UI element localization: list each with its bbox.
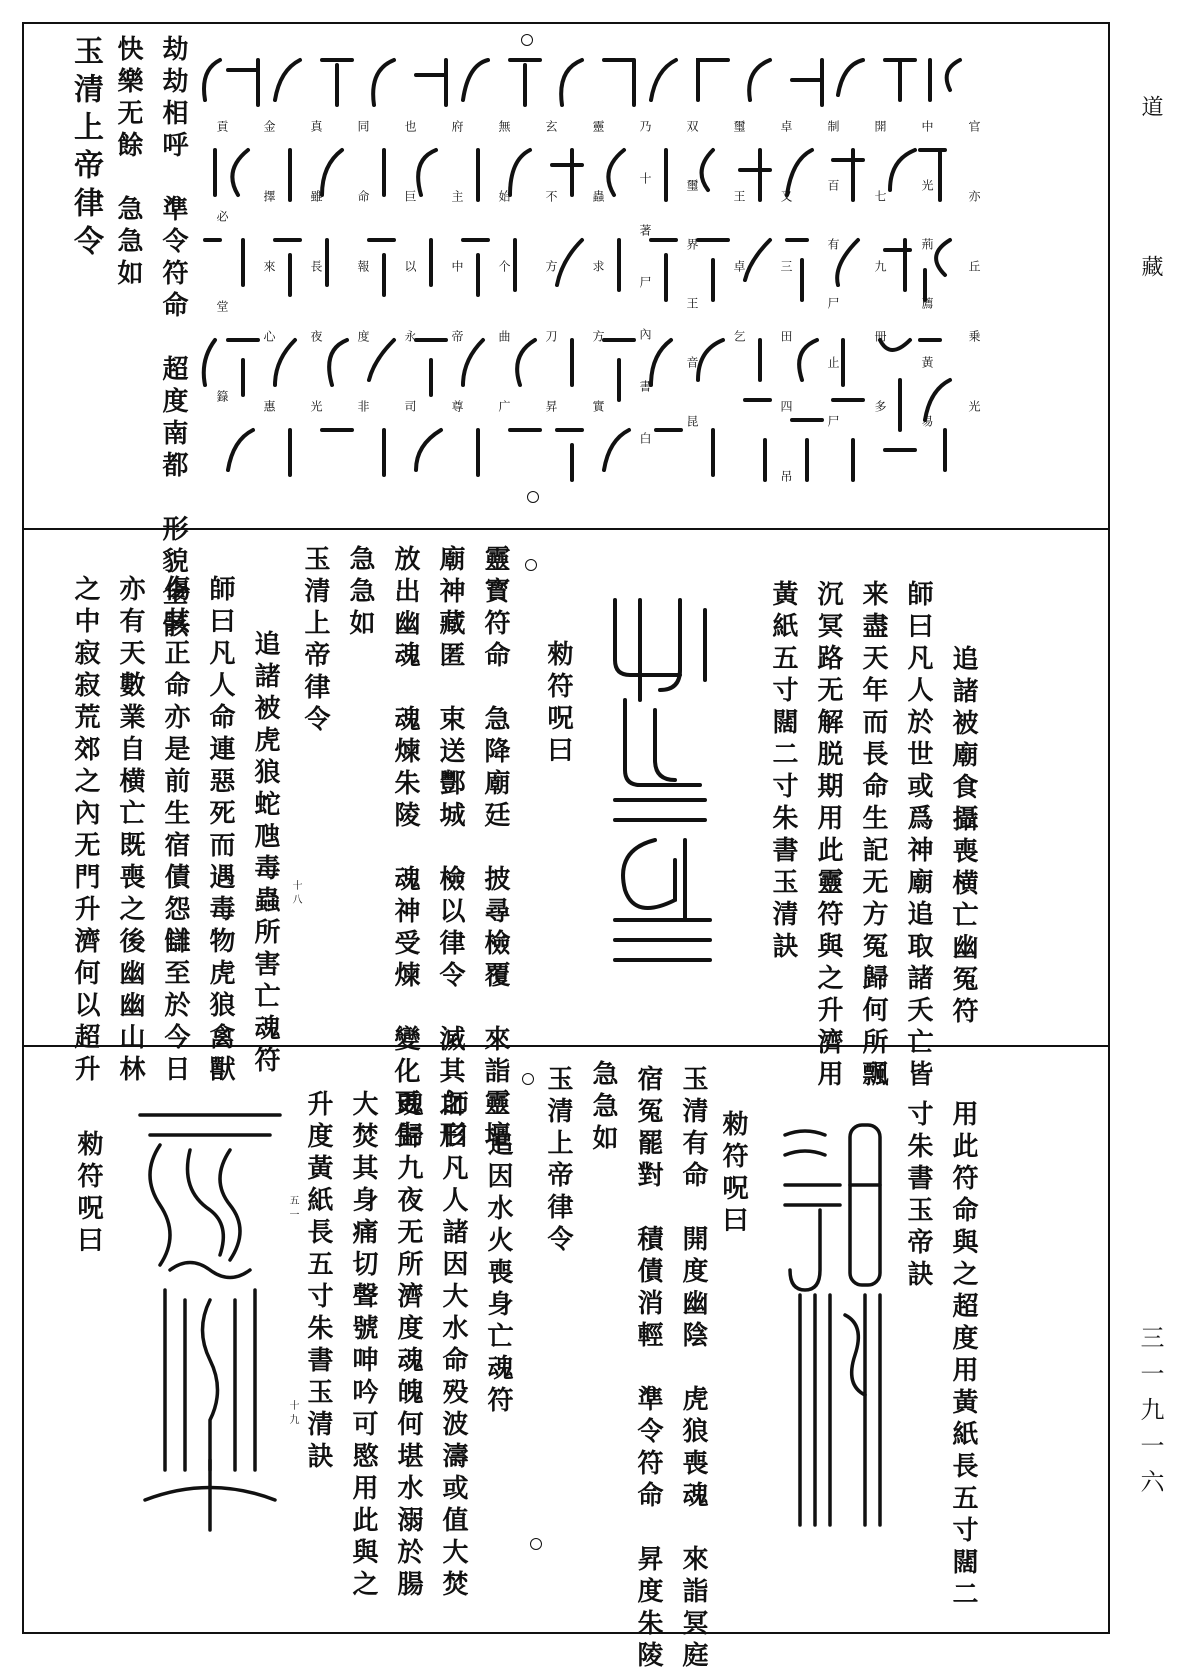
side-label-dao: 道	[1138, 95, 1163, 127]
middle-right-text-2: 来盡天年而長命生記无方冤歸何所飄	[858, 580, 888, 1092]
seal-gloss-col: 卓又三田四吊	[779, 120, 793, 540]
seal-gloss-col: 金擇來心惠	[262, 120, 276, 470]
top-title-col: 玉清上帝律令	[68, 35, 103, 263]
top-text-col-3: 劫劫相呼 準令符命 超度南都 形貌全骸	[158, 35, 188, 643]
talisman-figure-1	[595, 590, 725, 980]
middle-left-text-3: 亦有天數業自横亡既喪之後幽幽山林	[115, 575, 145, 1087]
seal-gloss-col: 双璽界王音昆	[685, 120, 699, 474]
middle-command-text-2: 廟神藏匿 束送酆城 檢以律令 滅其之形	[435, 545, 465, 1153]
middle-right-text-3: 沉冥路无解脱期用此靈符與之升濟用	[813, 580, 843, 1092]
page-number: 三一九一六	[1136, 1325, 1164, 1505]
middle-right-title: 追諸被廟食攝喪横亡幽冤符	[948, 645, 978, 1029]
middle-command-text-5: 玉清上帝律令	[300, 545, 330, 737]
talisman-figure-3	[130, 1100, 290, 1540]
seal-gloss-col: 也巨以永司	[403, 120, 417, 470]
bottom-water-title: 追因水火喪身亡魂符	[483, 1130, 513, 1418]
seal-gloss-col: 中光荊薦黃易	[920, 120, 934, 474]
bottom-water-text-2: 魂歸九夜无所濟度魂魄何堪水溺於腸	[393, 1090, 423, 1602]
seal-gloss-col: 開七九冊多	[873, 120, 887, 470]
middle-left-text-2: 傷其正命亦是前生宿債怨讎至於今日	[160, 575, 190, 1087]
bottom-right-text-2: 寸朱書玉帝訣	[903, 1100, 933, 1292]
bottom-right-text-1: 用此符命與之超度用黃紙長五寸闊二	[948, 1100, 978, 1612]
middle-right-text-4: 黃紙五寸闊二寸朱書玉清訣	[768, 580, 798, 964]
middle-right-text-1: 師曰凡人於世或爲神廟追取諸夭亡皆	[903, 580, 933, 1092]
seal-script-block	[200, 40, 1000, 540]
middle-command-heading: 勑符呪曰	[543, 640, 573, 768]
seal-gloss-col: 無始个曲广	[497, 120, 511, 470]
bottom-note-19: 十九	[287, 1400, 298, 1428]
bottom-note-21: 五一	[287, 1195, 298, 1223]
top-text-col-2: 快樂无餘 急急如	[113, 35, 143, 291]
bottom-water-text-3: 大焚其身痛切聲號呻吟可愍用此與之	[348, 1090, 378, 1602]
circle-mark-bottom-end	[530, 1538, 542, 1550]
middle-command-text-1: 靈寳符命 急降廟廷 披尋檢覆 來詣靈壇	[480, 545, 510, 1153]
seal-gloss-col: 官亦丘乗光	[967, 120, 981, 470]
middle-note-18: 十八	[290, 880, 301, 908]
middle-command-text-4: 急急如	[345, 545, 375, 641]
bottom-command-text-4: 玉清上帝律令	[543, 1065, 573, 1257]
bottom-command-text-2: 宿冤罷對 積債消輕 準令符命 昇度朱陵	[633, 1065, 663, 1673]
bottom-water-text-4: 升度黃紙長五寸朱書玉清訣	[303, 1090, 333, 1474]
middle-left-title: 追諸被虎狼蛇虺毒蟲所害亡魂符	[250, 630, 280, 1078]
seal-gloss-col: 貢必堂籙	[215, 120, 229, 480]
seal-gloss-col: 乃十著尸內書白	[638, 120, 652, 484]
seal-gloss-col: 璽王卓乞	[732, 120, 746, 400]
bottom-left-heading: 勑符呪曰	[73, 1130, 103, 1258]
seal-gloss-col: 真雖長夜光	[309, 120, 323, 470]
middle-left-text-4: 之中寂寂荒郊之內无門升濟何以超升	[70, 575, 100, 1087]
middle-command-text-3: 放出幽魂 魂煉朱陵 魂神受煉 變化更生	[390, 545, 420, 1153]
circle-mark-bottom-top	[522, 1073, 534, 1085]
bottom-command-text-1: 玉清有命 開度幽陰 虎狼喪魂 來詣冥庭	[678, 1065, 708, 1673]
bottom-water-text-1: 師曰凡人諸因大水命殁波濤或值大焚	[438, 1090, 468, 1602]
seal-gloss-col: 同命報度非	[356, 120, 370, 470]
bottom-command-text-3: 急急如	[588, 1060, 618, 1156]
seal-gloss-col: 府主中帝尊	[450, 120, 464, 470]
middle-left-text-1: 師曰凡人命連惡死而遇毒物虎狼禽獸	[205, 575, 235, 1087]
seal-gloss-col: 制百有尸止尸	[826, 120, 840, 474]
side-label-zang: 藏	[1138, 255, 1163, 287]
circle-mark-middle	[525, 559, 537, 571]
talisman-figure-2	[780, 1115, 900, 1535]
bottom-command-heading: 勑符呪曰	[718, 1110, 748, 1238]
seal-gloss-col: 玄不方刀昇	[544, 120, 558, 470]
seal-gloss-col: 靈蟲求方實	[591, 120, 605, 470]
